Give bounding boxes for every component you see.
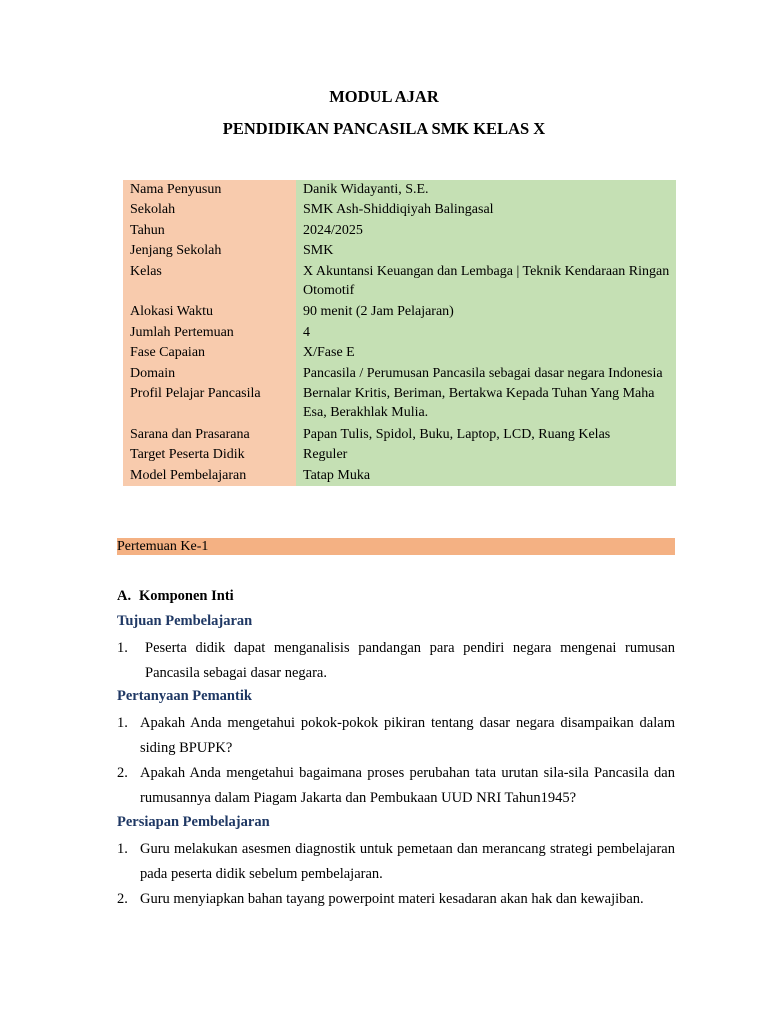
row-value: SMK — [296, 241, 676, 261]
item-number: 2. — [117, 891, 128, 907]
item-number: 1. — [117, 715, 128, 731]
row-value: Reguler — [296, 445, 676, 465]
row-value: X Akuntansi Keuangan dan Lembaga | Teknik Kendaraan Ringan Otomotif — [296, 262, 676, 303]
list-item — [117, 887, 675, 912]
item-number: 1. — [117, 841, 128, 857]
meeting-banner — [117, 538, 675, 555]
row-value: SMK Ash-Shiddiqiyah Balingasal — [296, 200, 676, 220]
row-label: Kelas — [123, 262, 296, 303]
row-value: Bernalar Kritis, Beriman, Bertakwa Kepada Tuhan Yang Maha Esa, Berakhlak Mulia. — [296, 384, 676, 425]
identity-table — [123, 180, 676, 486]
row-label: Model Pembelajaran — [123, 466, 296, 487]
row-label: Nama Penyusun — [123, 180, 296, 200]
table-row — [123, 343, 676, 363]
row-value: 2024/2025 — [296, 221, 676, 241]
section-title: Komponen Inti — [139, 588, 234, 604]
list-item — [117, 761, 675, 811]
row-value: Danik Widayanti, S.E. — [296, 180, 676, 200]
item-text: Guru melakukan asesmen diagnostik untuk pemetaan dan merancang strategi pembelajaran pada peserta didik sebelum pembelajaran. — [140, 841, 675, 882]
row-label: Profil Pelajar Pancasila — [123, 384, 296, 425]
table-row — [123, 262, 676, 303]
learning-objectives-heading: Tujuan Pembelajaran — [117, 613, 253, 629]
item-number: 2. — [117, 765, 128, 781]
section-heading — [117, 588, 234, 605]
table-row — [123, 445, 676, 465]
table-row — [123, 302, 676, 322]
document-subtitle: PENDIDIKAN PANCASILA SMK KELAS X — [222, 119, 546, 138]
table-row — [123, 384, 676, 425]
row-label: Alokasi Waktu — [123, 302, 296, 322]
trigger-questions-list — [117, 711, 675, 811]
table-row — [123, 323, 676, 343]
row-value: 4 — [296, 323, 676, 343]
row-label: Target Peserta Didik — [123, 445, 296, 465]
row-label: Fase Capaian — [123, 343, 296, 363]
table-row — [123, 466, 676, 487]
meeting-label: Pertemuan Ke-1 — [117, 539, 209, 554]
section-letter: A. — [117, 588, 132, 604]
list-item — [117, 711, 675, 761]
row-label: Sekolah — [123, 200, 296, 220]
row-value: 90 menit (2 Jam Pelajaran) — [296, 302, 676, 322]
preparation-heading: Persiapan Pembelajaran — [117, 814, 270, 830]
identity-table-body — [123, 180, 676, 486]
row-label: Jumlah Pertemuan — [123, 323, 296, 343]
row-value: Papan Tulis, Spidol, Buku, Laptop, LCD, Ruang Kelas — [296, 425, 676, 445]
row-value: X/Fase E — [296, 343, 676, 363]
row-label: Domain — [123, 364, 296, 384]
row-label: Tahun — [123, 221, 296, 241]
item-text: Apakah Anda mengetahui pokok-pokok pikiran tentang dasar negara disampaikan dalam siding BPUPK? — [140, 715, 675, 756]
document-title: MODUL AJAR — [329, 87, 439, 106]
preparation-list — [117, 837, 675, 912]
table-row — [123, 241, 676, 261]
table-row — [123, 200, 676, 220]
item-text: Guru menyiapkan bahan tayang powerpoint materi kesadaran akan hak dan kewajiban. — [140, 891, 644, 907]
list-item — [117, 636, 675, 686]
row-value: Tatap Muka — [296, 466, 676, 487]
table-row — [123, 180, 676, 200]
row-label: Sarana dan Prasarana — [123, 425, 296, 445]
row-label: Jenjang Sekolah — [123, 241, 296, 261]
row-value: Pancasila / Perumusan Pancasila sebagai dasar negara Indonesia — [296, 364, 676, 384]
table-row — [123, 221, 676, 241]
list-item — [117, 837, 675, 887]
item-number: 1. — [117, 640, 128, 656]
table-row — [123, 425, 676, 445]
item-text: Apakah Anda mengetahui bagaimana proses perubahan tata urutan sila-sila Pancasila dan rumusannya dalam Piagam Jakarta dan Pembukaan UUD NRI Tahun1945? — [140, 765, 675, 806]
item-text: Peserta didik dapat menganalisis pandangan para pendiri negara mengenai rumusan Pancasila sebagai dasar negara. — [145, 640, 675, 681]
table-row — [123, 364, 676, 384]
trigger-questions-heading: Pertanyaan Pemantik — [117, 688, 252, 704]
learning-objectives-list — [117, 636, 675, 686]
